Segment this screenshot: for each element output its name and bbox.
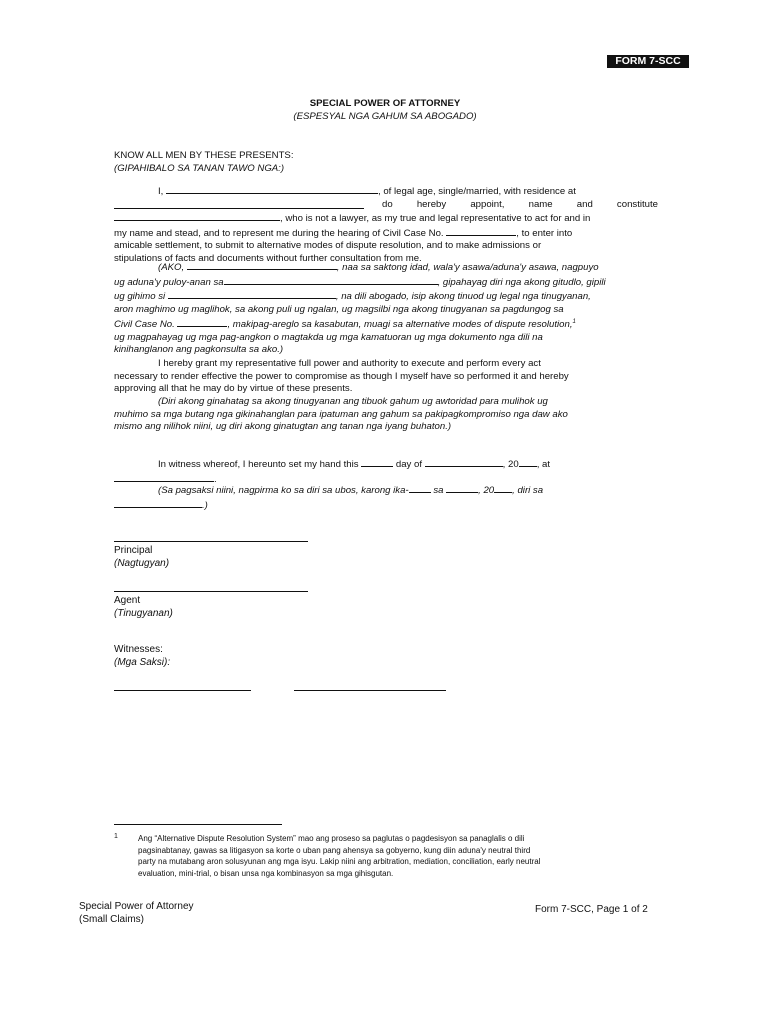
place-blank[interactable] bbox=[114, 472, 214, 482]
footnote-line: evaluation, mini-trial, o bisan unsa nga kombinasyon sa mga gihisgutan. bbox=[138, 868, 394, 878]
para1-line1 bbox=[114, 184, 658, 199]
text: , at bbox=[536, 459, 551, 470]
text: sa bbox=[433, 485, 444, 496]
text: ug gihimo si bbox=[114, 291, 166, 302]
representative-blank-cebuano[interactable] bbox=[168, 289, 336, 299]
text: , naa sa saktong idad, wala'y asawa/aduna'y asawa, nagpuyo bbox=[336, 262, 599, 273]
case-number-blank-cebuano[interactable] bbox=[177, 317, 227, 327]
text: day of bbox=[395, 459, 422, 470]
footnote-line: party na mutabang aron solusyunan ang mga isyu. Lakip niini ang arbitration, mediation, conciliation, early neutral bbox=[138, 857, 541, 866]
para1-line6: stipulations of facts and documents without further consultation from me. bbox=[114, 252, 422, 264]
text: .) bbox=[202, 499, 208, 511]
text: ug aduna'y puloy-anan sa bbox=[114, 276, 224, 288]
para2-line2: necessary to render effective the power to compromise as though I myself have so performed it and hereby bbox=[114, 370, 569, 382]
document-subtitle: (ESPESYAL NGA GAHUM SA ABOGADO) bbox=[293, 111, 477, 122]
para2-ceb-line2: muhimo sa mga butang nga gikinahanglan para ipatuman ang gahum sa pakipagkompromiso nga daw ako bbox=[114, 408, 568, 420]
grant-paragraph bbox=[114, 358, 658, 396]
text: , 20 bbox=[478, 485, 495, 496]
text: , 20 bbox=[502, 459, 519, 470]
para1-line5: amicable settlement, to submit to alternative modes of dispute resolution, and to make admissions or bbox=[114, 240, 542, 251]
principal-label-block bbox=[114, 544, 169, 570]
text: (AKO, bbox=[158, 262, 185, 273]
witness1-signature-line[interactable] bbox=[114, 690, 251, 691]
para1-line3 bbox=[114, 211, 658, 226]
footnote-line: pagsinabtanay, gawas sa litigasyon sa korte o uban pang ahensya sa gobyerno, kung diin aduna'y neutral third bbox=[138, 845, 531, 855]
year-blank-cebuano[interactable] bbox=[494, 483, 512, 493]
principal-label: Principal bbox=[114, 545, 153, 556]
opening-line: KNOW ALL MEN BY THESE PRESENTS: bbox=[114, 150, 294, 161]
witness-clause bbox=[114, 457, 658, 486]
witness-clause-cebuano bbox=[114, 483, 658, 512]
principal-label-cebuano: (Nagtugyan) bbox=[114, 558, 170, 569]
agent-label-block bbox=[114, 594, 173, 620]
month-blank[interactable] bbox=[425, 457, 503, 467]
footer-document-type: (Small Claims) bbox=[79, 914, 144, 925]
footnote-line: Ang “Alternative Dispute Resolution System” mao ang proseso sa paglutas o pagdesisyon sa panaglalis o dili bbox=[138, 834, 525, 843]
para1-ceb-line3 bbox=[114, 289, 658, 304]
text: (Sa pagsaksi niini, nagpirma ko sa diri sa ubos, karong ika- bbox=[158, 485, 409, 496]
para2-ceb-line1: (Diri akong ginahatag sa akong tinugyanan ang tibuok gahum ug awtoridad para mulihok ug bbox=[158, 396, 548, 407]
para1-line4 bbox=[114, 226, 658, 241]
witnesses-label-block bbox=[114, 643, 170, 669]
appointment-paragraph bbox=[114, 184, 658, 265]
residence-blank[interactable] bbox=[114, 199, 364, 209]
text: In witness whereof, I hereunto set my hand this bbox=[158, 459, 359, 470]
text: Civil Case No. bbox=[114, 319, 175, 331]
text: , who is not a lawyer, as my true and legal representative to act for and in bbox=[280, 213, 591, 224]
para1-ceb-line6: ug magpahayag ug mga pag-angkon o magtakda ug mga kamatuoran ug mga dokumento nga dili na bbox=[114, 331, 543, 343]
appointment-paragraph-cebuano bbox=[114, 260, 658, 357]
text: , na dili abogado, isip akong tinuod ug legal nga tinugyanan, bbox=[335, 291, 591, 302]
place-blank-cebuano[interactable] bbox=[114, 498, 202, 508]
text: , makipag-areglo sa kasabutan, muagi sa alternative modes of dispute resolution, bbox=[227, 319, 573, 331]
agent-label: Agent bbox=[114, 595, 141, 606]
text: , of legal age, single/married, with residence at bbox=[378, 186, 576, 197]
month-blank-cebuano[interactable] bbox=[446, 483, 478, 493]
para2-ceb-line3: mismo ang nilihok niini, ug diri akong ginatugtan ang tanan nga iyang buhaton.) bbox=[114, 421, 452, 432]
para2-line1: I hereby grant my representative full power and authority to execute and perform every act bbox=[158, 358, 541, 369]
day-blank-cebuano[interactable] bbox=[409, 483, 431, 493]
para1-ceb-line7: kinihanglanon ang pagkonsulta sa ako.) bbox=[114, 344, 284, 356]
footnote bbox=[114, 833, 658, 879]
footer-left bbox=[79, 900, 194, 926]
text: , to enter into bbox=[516, 227, 573, 239]
footer-document-name: Special Power of Attorney bbox=[79, 901, 194, 912]
witness-ceb-line1 bbox=[114, 483, 658, 498]
footnote-body bbox=[138, 833, 658, 879]
document-title: SPECIAL POWER OF ATTORNEY bbox=[309, 98, 461, 109]
para1-ceb-line5 bbox=[114, 316, 658, 332]
para1-line2 bbox=[114, 199, 658, 212]
year-blank[interactable] bbox=[519, 457, 537, 467]
name-blank[interactable] bbox=[166, 184, 378, 194]
name-blank-cebuano[interactable] bbox=[187, 260, 337, 270]
para1-ceb-line4: aron maghimo ug maglihok, sa akong puli ug ngalan, ug magsilbi nga akong tinugyanan sa pagdungog sa bbox=[114, 303, 564, 315]
footnote-marker: 1 bbox=[114, 833, 118, 840]
opening-block bbox=[114, 149, 294, 175]
footer-page-number: Form 7-SCC, Page 1 of 2 bbox=[535, 904, 648, 915]
text: my name and stead, and to represent me during the hearing of Civil Case No. bbox=[114, 227, 444, 239]
text: I, bbox=[158, 186, 164, 197]
text: do hereby appoint, name and constitute bbox=[382, 198, 658, 210]
witness2-signature-line[interactable] bbox=[294, 690, 446, 691]
principal-signature-line[interactable] bbox=[114, 541, 308, 542]
case-number-blank[interactable] bbox=[446, 226, 516, 236]
agent-label-cebuano: (Tinugyanan) bbox=[114, 608, 173, 619]
day-blank[interactable] bbox=[361, 457, 393, 467]
residence-blank-cebuano[interactable] bbox=[224, 275, 438, 285]
witnesses-label-cebuano: (Mga Saksi): bbox=[114, 657, 171, 668]
witness-ceb-line2 bbox=[114, 498, 658, 513]
witness-line1 bbox=[114, 457, 658, 472]
para1-ceb-line1 bbox=[114, 260, 658, 275]
grant-paragraph-cebuano bbox=[114, 396, 658, 434]
witnesses-label: Witnesses: bbox=[114, 644, 163, 655]
form-number-badge: FORM 7-SCC bbox=[607, 55, 689, 68]
para1-ceb-line2 bbox=[114, 275, 658, 290]
opening-line-cebuano: (GIPAHIBALO SA TANAN TAWO NGA:) bbox=[114, 163, 285, 174]
text: . bbox=[214, 473, 217, 485]
agent-signature-line[interactable] bbox=[114, 591, 308, 592]
text: , gipahayag diri nga akong gitudlo, gipili bbox=[437, 276, 606, 288]
text: , diri sa bbox=[512, 485, 544, 496]
footnote-separator bbox=[114, 824, 282, 825]
para2-line3: approving all that he may do by virtue of these presents. bbox=[114, 383, 353, 394]
representative-blank[interactable] bbox=[114, 211, 280, 221]
footnote-reference[interactable]: 1 bbox=[572, 319, 576, 325]
